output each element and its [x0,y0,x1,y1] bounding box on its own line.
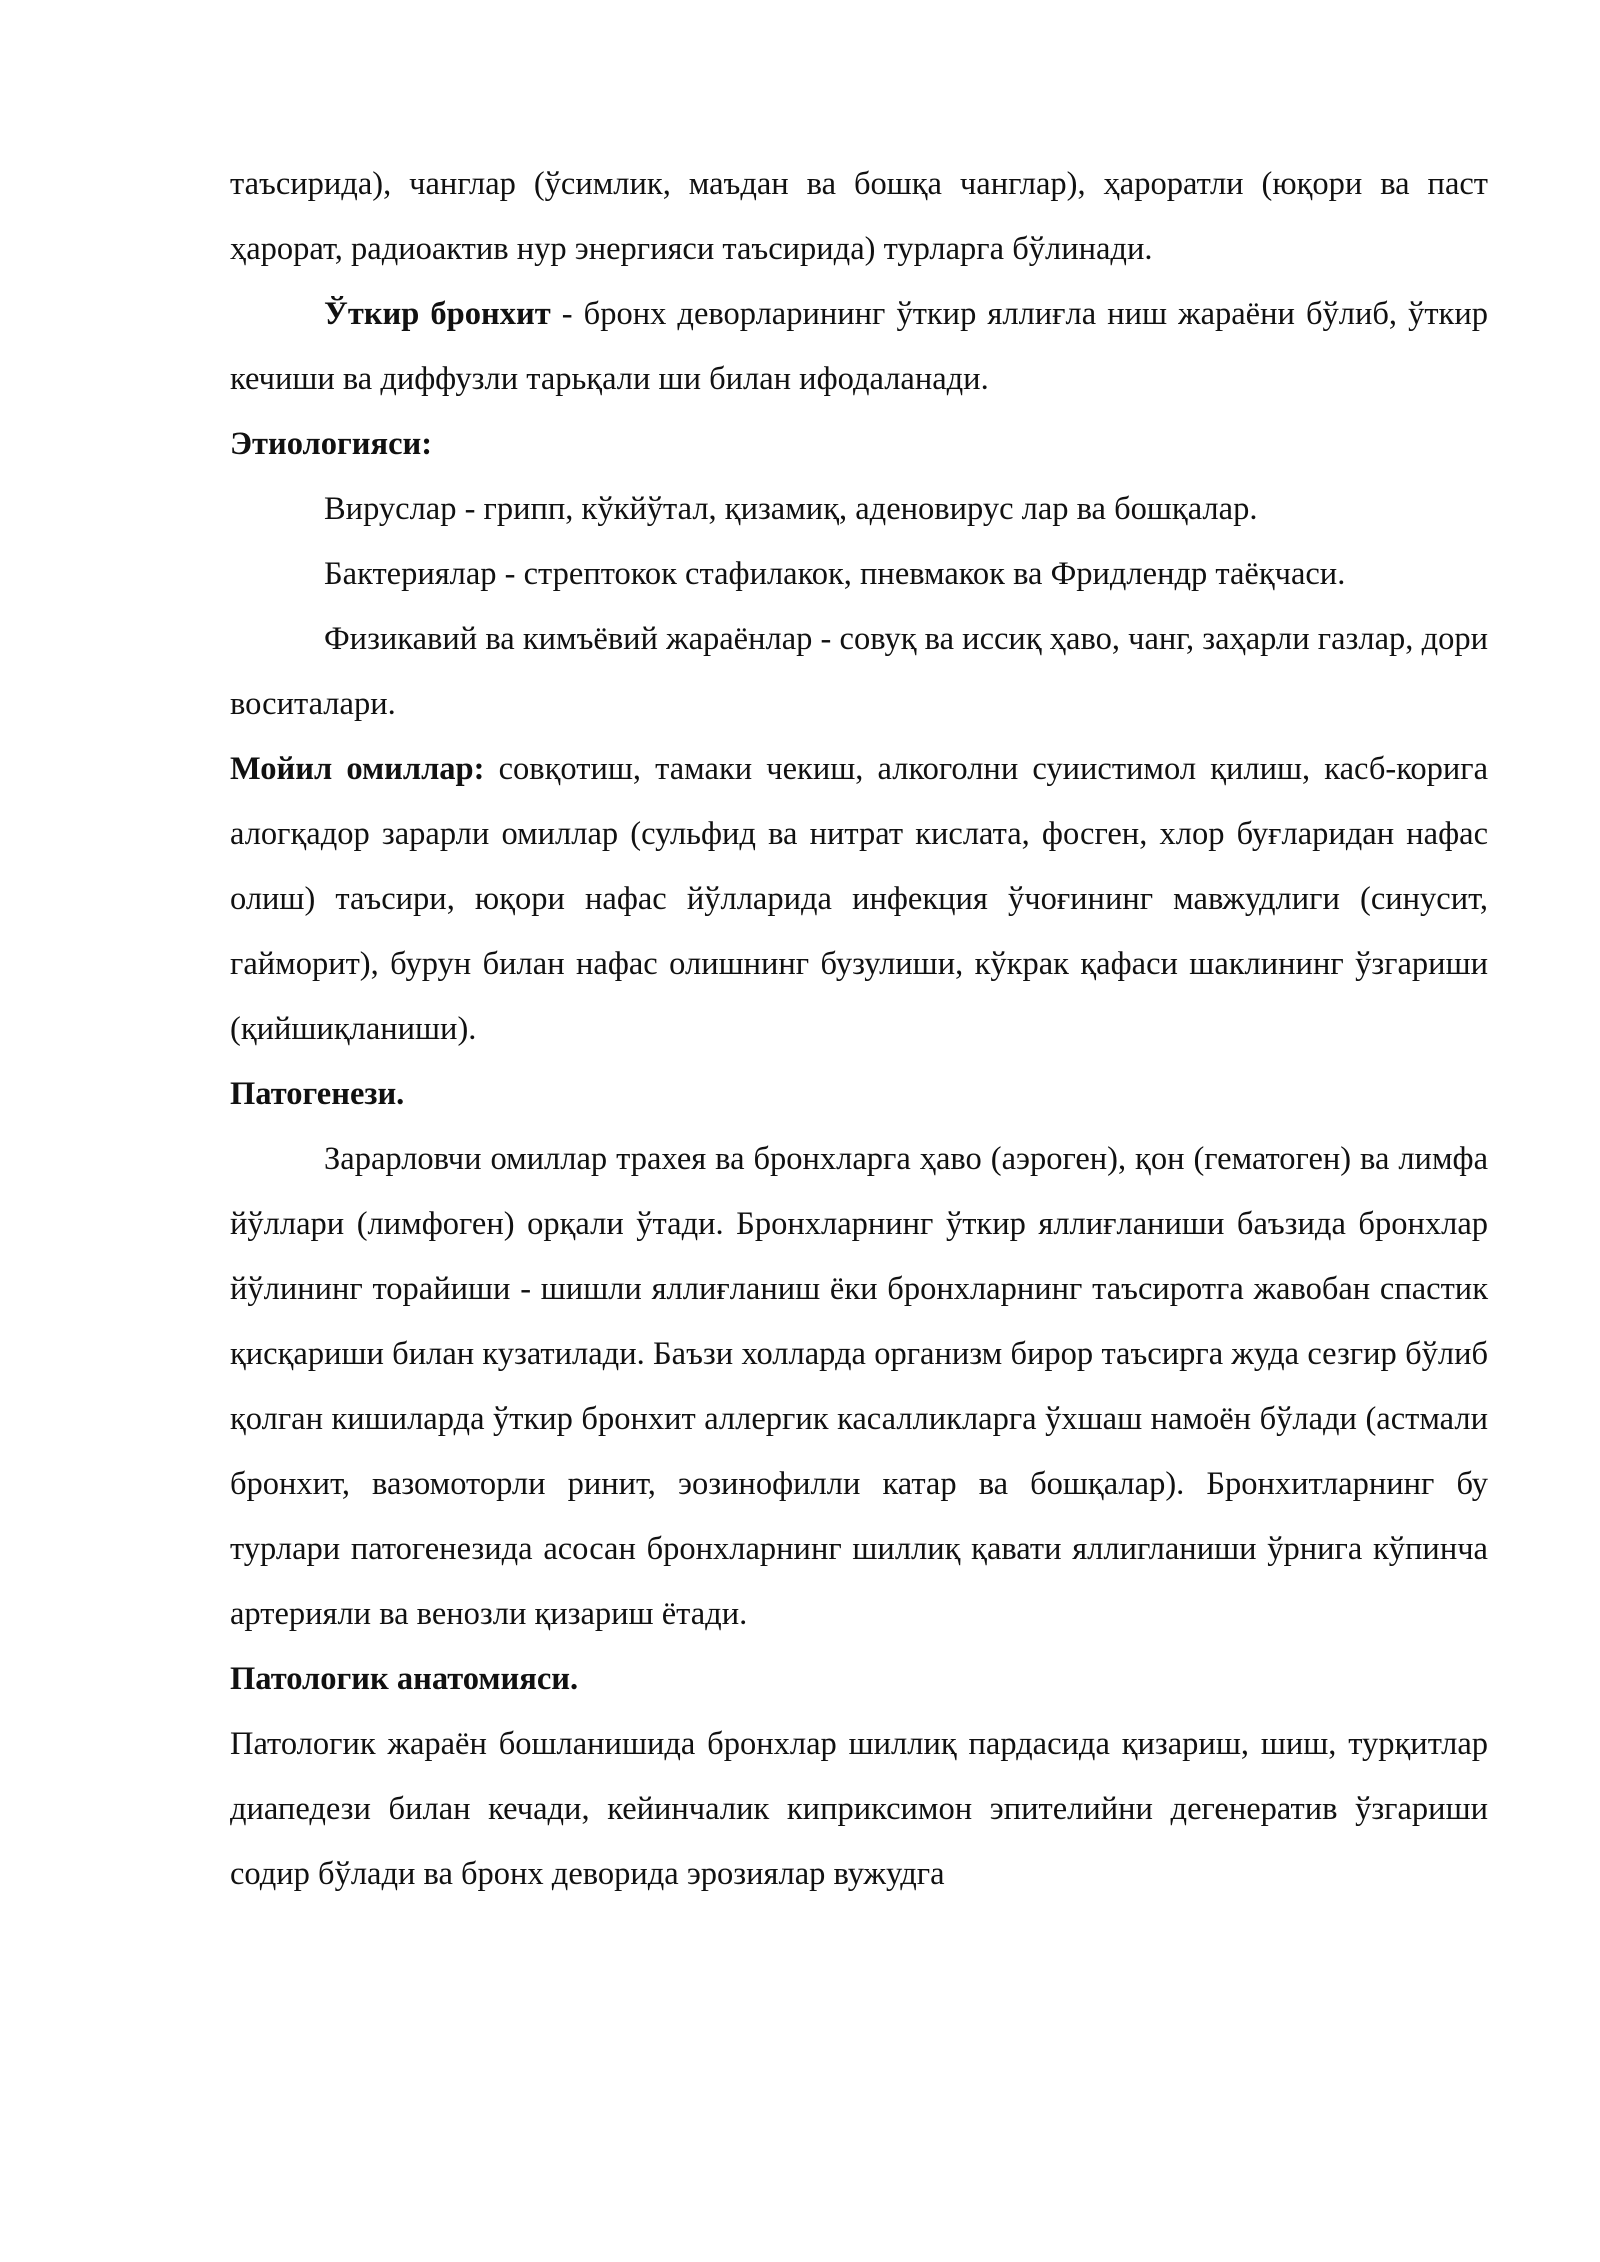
term-risk-factors: Мойил омиллар: [230,751,485,787]
paragraph-viruses: Вируслар - грипп, кўкйўтал, қизамиқ, аденовирус лар ва бошқалар. [324,491,1258,527]
paragraph-bacteria: Бактериялар - стрептокок стафилакок, пневмакок ва Фридлендр таёқчаси. [324,556,1346,592]
risk-factors-text: совқотиш, тамаки чекиш, алкоголни суиистимол қилиш, касб-корига алогқадор зарарли омиллар (сульфид ва нитрат кислата, фосген, хлор буғларидан нафас олиш) таъсири, юқори нафас йўлларида инфекция ўчоғининг мавжудлиги (синусит, гайморит), бурун билан нафас олишнинг бузулиши, кўкрак қафаси шаклининг ўзгариши (қийшиқланиши). [230,751,1488,1047]
heading-etiology: Этиологияси: [230,426,433,462]
paragraph-pathogenesis: Зарарловчи омиллар трахея ва бронхларга ҳаво (аэроген), қон (гематоген) ва лимфа йўллари (лимфоген) орқали ўтади. Бронхларнинг ўткир яллиғланиши баъзида бронхлар йўлининг торайиши - шишли яллиғланиш ёки бронхларнинг таъсиротга жавобан спастик қисқариши билан кузатилади. Баъзи холларда организм бирор таъсирга жуда сезгир бўлиб қолган кишиларда ўткир бронхит аллергик касалликларга ўхшаш намоён бўлади (астмали бронхит, вазомоторли ринит, эозинофилли катар ва бошқалар). Бронхитларнинг бу турлари патогенезида асосан бронхларнинг шиллиқ қавати яллигланиши ўрнига кўпинча артерияли ва венозли қизариш ётади. [230,1141,1488,1632]
paragraph-continuation: таъсирида), чанглар (ўсимлик, маъдан ва бошқа чанглар), ҳароратли (юқори ва паст ҳарорат, радиоактив нур энергияси таъсирида) турларга бўлинади. [230,166,1488,267]
paragraph-pathological-anatomy: Патологик жараён бошланишида бронхлар шиллиқ пардасида қизариш, шиш, турқитлар диапедези билан кечади, кейинчалик киприксимон эпителийни дегенератив ўзгариши содир бўлади ва бронх деворида эрозиялар вужудга [230,1726,1488,1892]
paragraph-risk-factors [230,737,1488,1062]
heading-pathogenesis: Патогенези. [230,1076,405,1112]
term-acute-bronchitis: Ўткир бронхит [324,296,551,332]
heading-pathological-anatomy: Патологик анатомияси. [230,1661,579,1697]
definition-acute-bronchitis: - бронх деворларининг ўткир яллиғла ниш жараёни бўлиб, ўткир кечиши ва диффузли тарьқали ши билан ифодаланади. [230,296,1488,397]
body-text [230,152,1488,1907]
paragraph-acute-bronchitis [230,282,1488,412]
paragraph-physical-chemical: Физикавий ва кимъёвий жараёнлар - совуқ ва иссиқ ҳаво, чанг, заҳарли газлар, дори воситалари. [230,621,1488,722]
